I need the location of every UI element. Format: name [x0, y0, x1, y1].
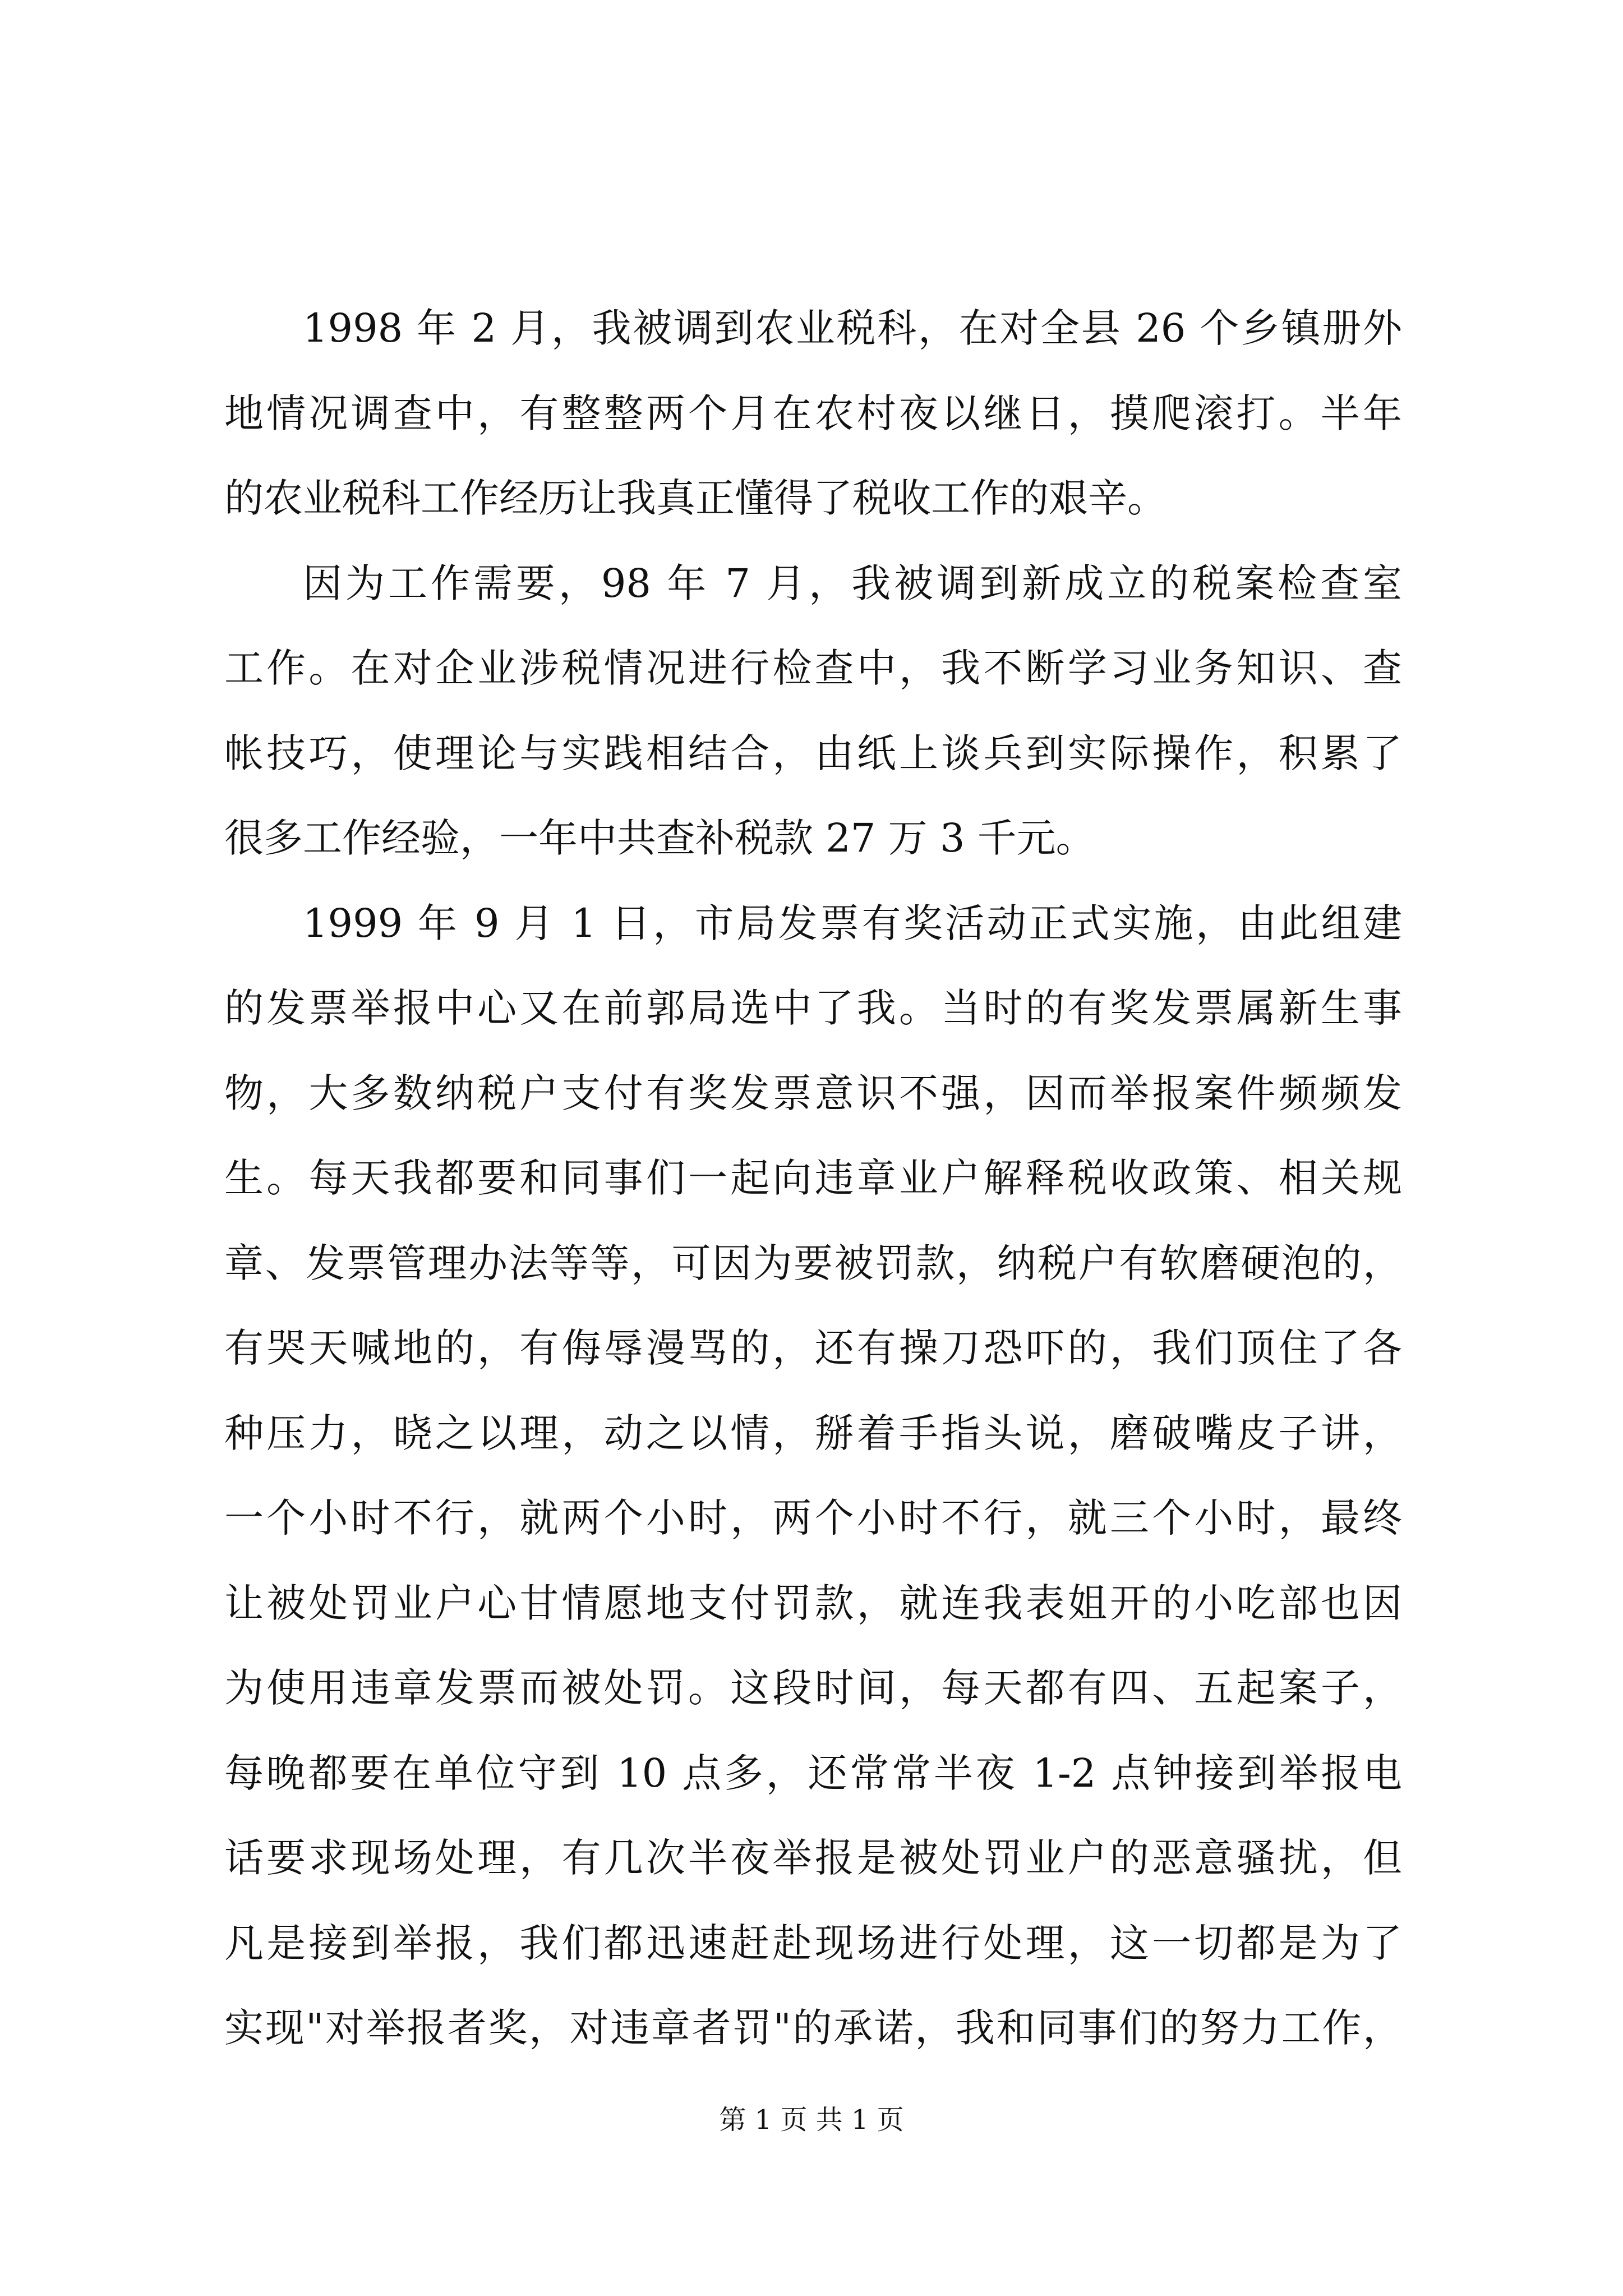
paragraph-3-line-7: 种压力，晓之以理，动之以情，掰着手指头说，磨破嘴皮子讲， — [224, 1410, 1402, 1456]
paragraph-3-line-9: 让被处罚业户心甘情愿地支付罚款，就连我表姐开的小吃部也因 — [224, 1580, 1402, 1626]
paragraph-3-line-13: 凡是接到举报，我们都迅速赶赴现场进行处理，这一切都是为了 — [224, 1920, 1402, 1966]
paragraph-1-line-2: 地情况调查中，有整整两个月在农村夜以继日，摸爬滚打。半年 — [224, 390, 1402, 436]
paragraph-3-line-8: 一个小时不行，就两个小时，两个小时不行，就三个小时，最终 — [224, 1495, 1402, 1541]
paragraph-3-line-1: 1999 年 9 月 1 日，市局发票有奖活动正式实施，由此组建 — [303, 900, 1402, 946]
document-body — [224, 286, 1402, 2071]
paragraph-3-line-4: 生。每天我都要和同事们一起向违章业户解释税收政策、相关规 — [224, 1155, 1402, 1201]
page-number-label: 第 1 页 共 1 页 — [719, 2104, 904, 2136]
page-footer — [0, 2098, 1623, 2137]
paragraph-3-line-3: 物，大多数纳税户支付有奖发票意识不强，因而举报案件频频发 — [224, 1070, 1402, 1116]
paragraph-3-line-11: 每晚都要在单位守到 10 点多，还常常半夜 1-2 点钟接到举报电 — [224, 1750, 1402, 1796]
paragraph-1-line-3: 的农业税科工作经历让我真正懂得了税收工作的艰辛。 — [224, 475, 1166, 521]
paragraph-1-line-1: 1998 年 2 月，我被调到农业税科，在对全县 26 个乡镇册外 — [303, 305, 1402, 351]
paragraph-3-line-10: 为使用违章发票而被处罚。这段时间，每天都有四、五起案子， — [224, 1665, 1402, 1711]
paragraph-2-line-3: 帐技巧，使理论与实践相结合，由纸上谈兵到实际操作，积累了 — [224, 730, 1402, 776]
paragraph-3-line-14: 实现"对举报者奖，对违章者罚"的承诺，我和同事们的努力工作， — [224, 2005, 1402, 2051]
paragraph-3-line-2: 的发票举报中心又在前郭局选中了我。当时的有奖发票属新生事 — [224, 985, 1402, 1031]
paragraph-3-line-12: 话要求现场处理，有几次半夜举报是被处罚业户的恶意骚扰，但 — [224, 1835, 1402, 1881]
paragraph-2-line-4: 很多工作经验，一年中共查补税款 27 万 3 千元。 — [224, 815, 1095, 861]
paragraph-2-line-2: 工作。在对企业涉税情况进行检查中，我不断学习业务知识、查 — [224, 645, 1402, 691]
paragraph-2-line-1: 因为工作需要，98 年 7 月，我被调到新成立的税案检查室 — [303, 560, 1402, 606]
paragraph-3-line-6: 有哭天喊地的，有侮辱漫骂的，还有操刀恐吓的，我们顶住了各 — [224, 1325, 1402, 1371]
paragraph-3-line-5: 章、发票管理办法等等，可因为要被罚款，纳税户有软磨硬泡的， — [224, 1240, 1402, 1286]
